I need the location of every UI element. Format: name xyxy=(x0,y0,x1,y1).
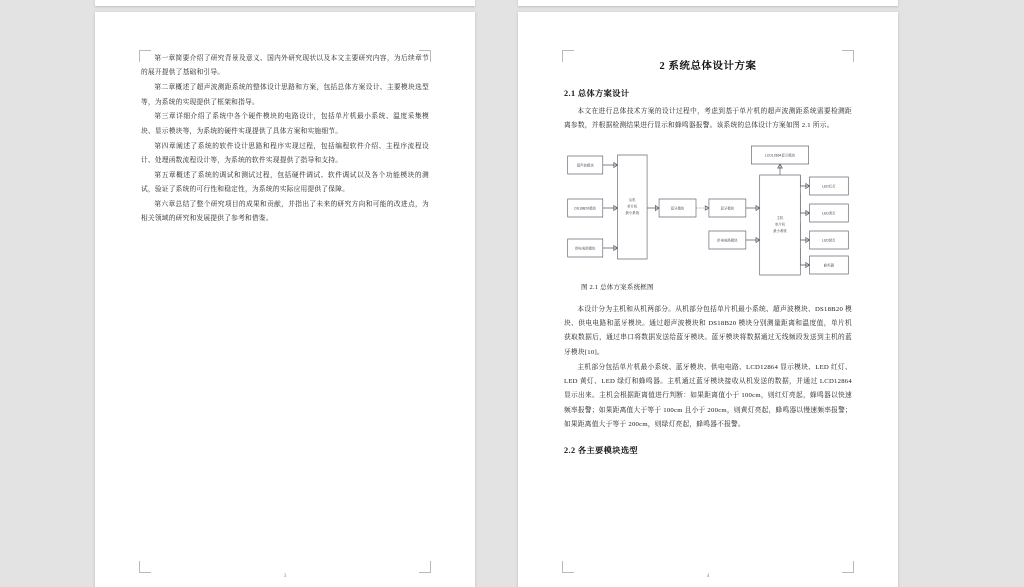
paragraph-chapter-4: 第四章阐述了系统的软件设计思路和程序实现过程，包括编程软件介绍、主程序流程设计、处理函数流程设计等，为系统的软件实现提供了指导和支持。 xyxy=(141,142,429,164)
chapter-title: 2 系统总体设计方案 xyxy=(659,61,757,72)
label-host-mcu-line3: 最小系统 xyxy=(773,228,787,233)
section-heading-2-1: 2.1 总体方案设计 xyxy=(564,89,630,98)
paragraph-chapter-1: 第一章简要介绍了研究背景及意义、国内外研究现状以及本文主要研究内容，为后续章节的展开提供了基础和引导。 xyxy=(141,55,429,77)
crop-mark-bottom-left xyxy=(562,561,574,573)
label-led-yellow: LED黄灯 xyxy=(822,211,836,216)
figure-caption-2-1: 图 2.1 总体方案系统框图 xyxy=(581,283,654,291)
label-ds18b20-module: DS18B20模块 xyxy=(574,206,597,211)
label-led-green: LED绿灯 xyxy=(822,238,836,243)
crop-mark-bottom-right xyxy=(842,561,854,573)
paragraph-slave-description: 本设计分为主机和从机两部分。从机部分包括单片机最小系统、超声波模块、DS18B20 模块、供电电路和蓝牙模块。通过超声波模块和 DS18B20 模块分别测量距离和温度值，单片机获取数据后，通过串口将数据发送给蓝牙模块。蓝牙模块将数据通过无线频段发送到主机的蓝牙模块[10]。 xyxy=(564,305,852,356)
label-ultrasonic-module: 超声波模块 xyxy=(576,163,594,168)
label-power-host-module: 供电电路模块 xyxy=(717,238,738,243)
label-power-slave-module: 供电电源模块 xyxy=(575,246,596,251)
label-bluetooth-host: 蓝牙模块 xyxy=(720,206,735,211)
paragraph-chapter-3: 第三章详细介绍了系统中各个硬件模块的电路设计，包括单片机最小系统、温度采集模块、显示模块等，为系统的硬件实现提供了具体方案和实施细节。 xyxy=(141,113,429,135)
document-page-right[interactable] xyxy=(518,12,898,587)
block-diagram xyxy=(564,143,852,275)
section-heading-2-2: 2.2 各主要模块选型 xyxy=(564,446,638,456)
page-number-left: 3 xyxy=(283,573,287,579)
previous-page-sliver-left xyxy=(95,0,475,6)
label-slave-mcu-line3: 最小系统 xyxy=(625,210,640,215)
crop-mark-bottom-right xyxy=(419,561,431,573)
label-led-red: LED红灯 xyxy=(822,184,836,189)
crop-mark-bottom-left xyxy=(139,561,151,573)
line-host-to-led-red xyxy=(800,175,809,186)
line-host-to-led-green xyxy=(800,223,809,240)
document-page-left[interactable] xyxy=(95,12,475,587)
label-lcd-display-module: LCD12864显示模块 xyxy=(764,153,796,158)
previous-page-sliver-right xyxy=(518,0,898,6)
line-host-to-led-yellow xyxy=(800,193,809,213)
label-host-mcu-line1: 主机 xyxy=(776,215,784,220)
block-diagram-svg xyxy=(564,143,852,275)
page-number-right: 4 xyxy=(706,573,710,579)
paragraph-chapter-6: 第六章总结了整个研究项目的成果和贡献，并指出了未来的研究方向和可能的改进点，为相关领域的研究和发展提供了参考和借鉴。 xyxy=(141,200,429,223)
paragraph-host-description: 主机部分包括单片机最小系统、蓝牙模块、供电电路、LCD12864 显示模块、LED 红灯、LED 黄灯、LED 绿灯和蜂鸣器。主机通过蓝牙模块接收从机发送的数据，并通过 LCD12864 显示出来。主机会根据距离值进行判断：如果距离值小于 100cm，则红灯亮起，蜂鸣器以快速频率报警；如果距离值大于等于 100cm 且小于 200cm，则黄灯亮起，蜂鸣器以慢速频率报警；如果距离值大于等于 200cm，则绿灯亮起，蜂鸣器不报警。 xyxy=(564,363,852,428)
paragraph-overall-design: 本文在进行总体技术方案的设计过程中，考虑到基于单片机的超声波测距系统需要检测距离参数，并根据检测结果进行显示和蜂鸣器报警。该系统的总体设计方案如图 2.1 所示。 xyxy=(564,108,852,130)
label-buzzer: 蜂鸣器 xyxy=(823,263,835,268)
paragraph-chapter-2: 第二章概述了超声波测距系统的整体设计思路和方案，包括总体方案设计、主要模块选型等，为系统的实现提供了框架和指导。 xyxy=(141,84,429,106)
paragraph-chapter-5: 第五章概述了系统的调试和测试过程，包括硬件调试、软件调试以及各个功能模块的测试，验证了系统的可行性和稳定性，为系统的实际应用提供了保障。 xyxy=(141,171,429,194)
figure-2-1 xyxy=(564,143,852,275)
line-host-to-buzzer xyxy=(800,248,809,265)
page-content-right xyxy=(564,52,852,557)
label-slave-mcu-line2: 单片机 xyxy=(627,204,638,209)
label-bluetooth-slave: 蓝牙模块 xyxy=(670,206,685,211)
page-content-left xyxy=(141,52,429,557)
label-slave-mcu-line1: 从机 xyxy=(628,197,636,202)
label-host-mcu-line2: 单片机 xyxy=(774,222,786,227)
